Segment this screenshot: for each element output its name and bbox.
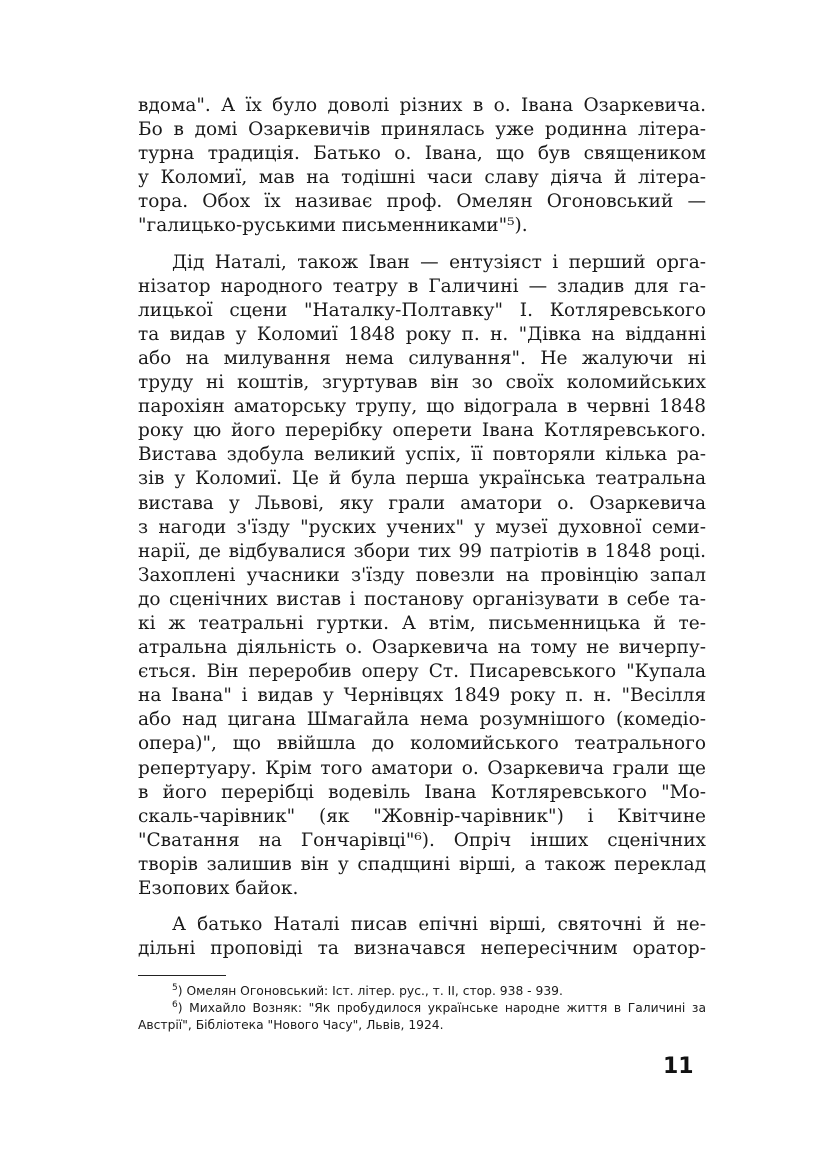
text-line: Езопових байок. <box>138 878 299 899</box>
text-line: "галицько-руськими письменниками"⁵). <box>138 215 528 237</box>
text-line: або над цигана Шмагайла нема розумнішого (комедіо- <box>138 709 706 731</box>
text-line: тора. Обох їх називає проф. Омелян Огоновський — <box>138 191 706 213</box>
paragraph-1 <box>138 94 706 239</box>
text-line: парохіян аматорську трупу, що відограла в червні 1848 <box>138 396 706 418</box>
text-line: вдома". А їх було доволі різних в о. Івана Озаркевича. <box>138 95 706 116</box>
text-line: лицької сцени "Наталку-Полтавку" І. Котляревського <box>138 299 706 321</box>
text-line: або на милування нема силування". Не жалуючи ні <box>138 347 706 369</box>
text-line: зів у Коломиї. Це й була перша українська театральна <box>138 468 706 490</box>
footnote-5 <box>138 983 706 1000</box>
footnote-text: ) Омелян Огоновський: Іст. літер. рус., т. ІІ, стор. 938 - 939. <box>177 984 563 999</box>
text-line: Вистава здобула великий успіх, її повторяли кілька ра- <box>138 444 706 466</box>
page-body <box>138 94 706 1034</box>
text-line: творів залишив він у спадщині вірші, а також переклад <box>138 853 706 875</box>
footnote-mark: 5 <box>172 983 178 994</box>
text-line: та видав у Коломиї 1848 року п. н. "Дівка на відданні <box>138 323 706 345</box>
paragraph-3 <box>138 913 706 961</box>
text-line: труду ні коштів, згуртував він зо своїх коломийських <box>138 372 706 394</box>
footnote-6 <box>138 1000 706 1034</box>
text-line: кі ж театральні гуртки. А втім, письменницька й те- <box>138 612 706 634</box>
footnote-divider <box>138 975 226 976</box>
text-line: з нагоди з'їзду "руских учених" у музеї духовної семи- <box>138 516 706 538</box>
footnote-text: ) Михайло Возняк: "Як пробудилося українське народне життя в Галичині за Австрії", Бібліотека "Нового Часу", Львів, 1924. <box>138 1001 706 1033</box>
paragraph-2 <box>138 251 706 902</box>
text-line: у Коломиї, мав на тодішні часи славу діяча й літера- <box>138 167 706 189</box>
text-line: скаль-чарівник" (як "Жовнір-чарівник") і Квітчине <box>138 805 706 827</box>
text-line: "Сватання на Гончарівці"⁶). Опріч інших сценічних <box>138 829 706 851</box>
text-line: репертуару. Крім того аматори о. Озаркевича грали ще <box>138 757 706 779</box>
text-line: Дід Наталі, також Іван — ентузіяст і перший орга- <box>172 251 706 273</box>
text-line: дільні проповіді та визначався непересічним оратор- <box>138 938 706 960</box>
footnote-mark: 6 <box>172 1000 178 1011</box>
text-line: турна традиція. Батько о. Івана, що був священиком <box>138 143 706 165</box>
text-line: в його перерібці водевіль Івана Котляревського "Мо- <box>138 781 706 803</box>
text-line: на Івана" і видав у Чернівцях 1849 року п. н. "Весілля <box>138 685 706 707</box>
text-line: опера)", що ввійшла до коломийського театрального <box>138 733 706 755</box>
text-line: року цю його перерібку оперети Івана Котляревського. <box>138 420 706 442</box>
page-number: 11 <box>663 1054 694 1079</box>
text-line: до сценічних вистав і постанову організувати в себе та- <box>138 588 706 610</box>
text-line: ється. Він переробив оперу Ст. Писаревського "Купала <box>138 661 706 683</box>
text-line: Захоплені учасники з'їзду повезли на провінцію запал <box>138 564 706 586</box>
text-line: А батько Наталі писав епічні вірші, святочні й не- <box>172 914 706 936</box>
text-line: Бо в домі Озаркевичів принялась уже родинна літера- <box>138 119 706 141</box>
text-line: атральна діяльність о. Озаркевича на тому не вичерпу- <box>138 637 706 659</box>
text-line: вистава у Львові, яку грали аматори о. Озаркевича <box>138 492 706 514</box>
text-line: нарії, де відбувалися збори тих 99 патріотів в 1848 році. <box>138 540 706 562</box>
text-line: нізатор народного театру в Галичині — зладив для га- <box>138 275 706 297</box>
